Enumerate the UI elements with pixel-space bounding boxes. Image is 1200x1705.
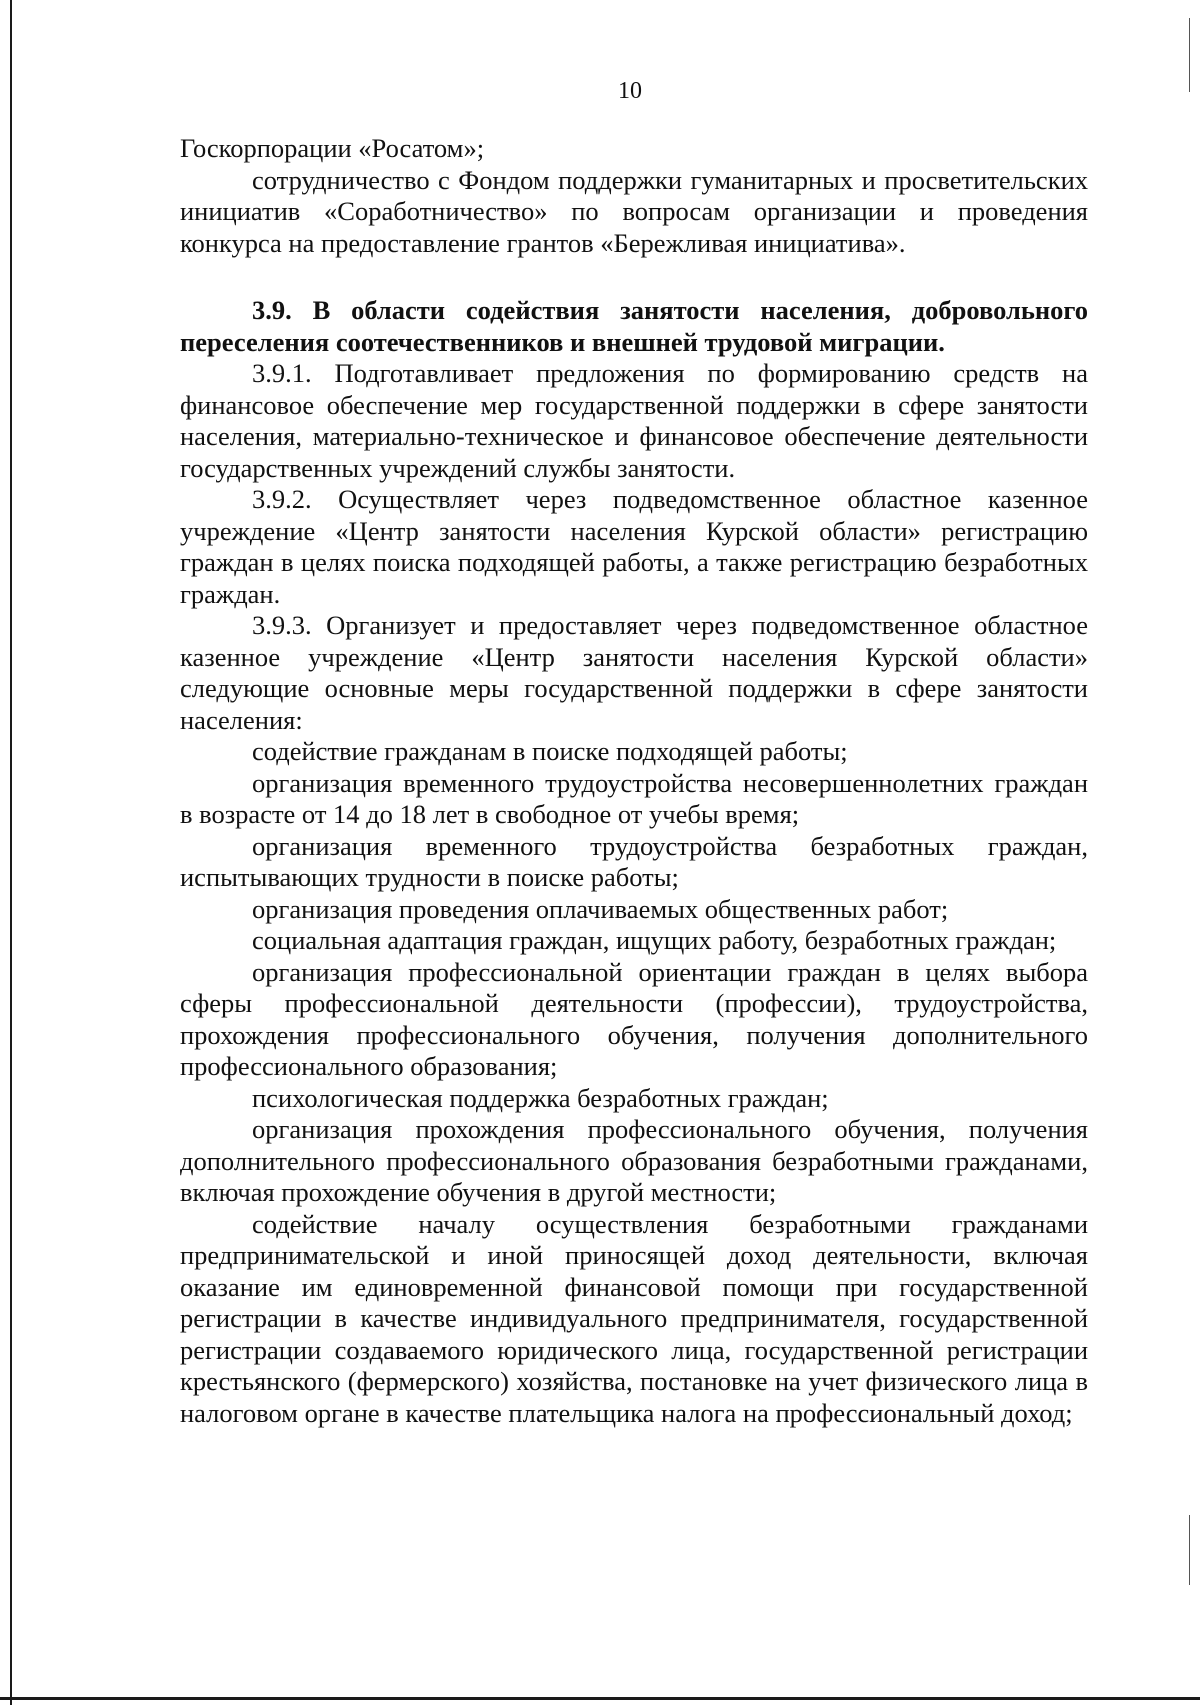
- scan-left-edge: [10, 0, 12, 1705]
- list-item: организация профессиональной ориентации граждан в целях выбора сферы профессиональной деятельности (профессии), трудоустройства, прохождения профессионального обучения, получения дополнительного профессионального образования;: [180, 956, 1088, 1081]
- list-item: организация проведения оплачиваемых общественных работ;: [252, 893, 949, 924]
- clause-3-9-2: 3.9.2. Осуществляет через подведомственное областное казенное учреждение «Центр занятости населения Курской области» регистрацию граждан в целях поиска подходящей работы, а также регистрацию безработных граждан.: [180, 484, 1088, 609]
- section-heading: 3.9. В области содействия занятости населения, добровольного переселения соотечественников и внешней трудовой миграции.: [180, 295, 1088, 357]
- list-item: организация временного трудоустройства несовершеннолетних граждан в возрасте от 14 до 18 лет в свободное от учебы время;: [180, 767, 1088, 829]
- scan-right-mark: [1189, 1515, 1190, 1585]
- list-item: содействие началу осуществления безработными гражданами предпринимательской и иной приносящей доход деятельности, включая оказание им единовременной финансовой помощи при государственной регистрации в качестве индивидуального предпринимателя, государственной регистрации создаваемого юридического лица, государственной регистрации крестьянского (фермерского) хозяйства, постановке на учет физического лица в налоговом органе в качестве плательщика налога на профессиональный доход;: [180, 1208, 1088, 1428]
- clause-3-9-3: 3.9.3. Организует и предоставляет через подведомственное областное казенное учреждение «Центр занятости населения Курской области» следующие основные меры государственной поддержки в сфере занятости населения:: [180, 610, 1088, 735]
- clause-3-9-1: 3.9.1. Подготавливает предложения по формированию средств на финансовое обеспечение мер государственной поддержки в сфере занятости населения, материально-техническое и финансовое обеспечение деятельности государственных учреждений службы занятости.: [180, 358, 1088, 483]
- page-number: 10: [618, 78, 642, 104]
- list-item: организация прохождения профессионального обучения, получения дополнительного профессионального образования безработными гражданами, включая прохождение обучения в другой местности;: [180, 1114, 1088, 1207]
- list-item: социальная адаптация граждан, ищущих работу, безработных граждан;: [252, 925, 1057, 955]
- scan-bottom-edge: [0, 1697, 1200, 1700]
- list-item: содействие гражданам в поиске подходящей работы;: [252, 736, 848, 766]
- document-body: [180, 133, 1088, 1429]
- list-item: организация временного трудоустройства безработных граждан, испытывающих трудности в поиске работы;: [180, 830, 1088, 892]
- list-item: психологическая поддержка безработных граждан;: [252, 1082, 829, 1113]
- paragraph-continuation: Госкорпорации «Росатом»;: [180, 133, 485, 163]
- paragraph: сотрудничество с Фондом поддержки гуманитарных и просветительских инициатив «Соработничество» по вопросам организации и проведения конкурса на предоставление грантов «Бережливая инициатива».: [180, 164, 1088, 258]
